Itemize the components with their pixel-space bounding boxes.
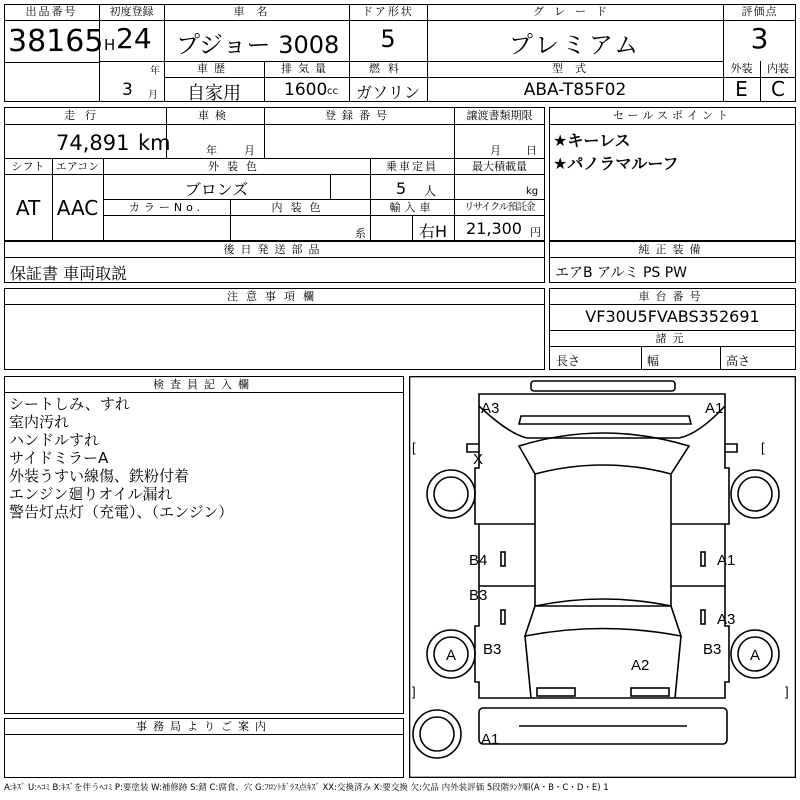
inspection-label: 車検 — [198, 109, 232, 122]
score-value: 3 — [750, 22, 769, 55]
int-color-label: 内装色 — [271, 201, 329, 214]
transfer-day-unit: 日 — [526, 144, 537, 157]
bracket-left-open: [ — [412, 440, 416, 455]
score-label: 評価点 — [741, 5, 778, 18]
displacement-value: 1600 — [284, 80, 328, 100]
office-notice-label: 事務局よりご案内 — [136, 720, 272, 733]
rear-window-shape — [525, 599, 681, 636]
sales-points-label: セールスポイント — [612, 109, 732, 122]
import-label: 輸入車 — [389, 201, 435, 214]
plate-label: 登録番号 — [325, 109, 393, 122]
reg-month-unit: 月 — [148, 90, 158, 101]
inspector-note: シートしみ、すれ — [9, 395, 130, 413]
interior-grade: C — [771, 77, 785, 101]
dims-label: 諸元 — [655, 332, 690, 345]
car-name-label: 車名 — [233, 5, 280, 18]
inspector-note: ハンドルすれ — [9, 431, 100, 449]
shift-value: AT — [15, 196, 41, 220]
inspector-note: 外装うすい線傷、鉄粉付着 — [9, 467, 190, 485]
later-items-label: 後日発送部品 — [223, 243, 326, 256]
interior-label: 内装 — [767, 62, 789, 75]
inspection-year-unit: 年 — [206, 144, 217, 157]
mark-a2: A2 — [631, 657, 650, 674]
bracket-right-open: [ — [761, 440, 765, 455]
reg-year: 24 — [116, 22, 152, 55]
max-load-label: 最大積載量 — [472, 160, 527, 173]
fuel-label: 燃料 — [369, 62, 407, 75]
mark-b3-lower-right: B3 — [703, 641, 722, 658]
mark-a1-bottom: A1 — [481, 731, 500, 748]
bracket-left-close: ] — [412, 684, 416, 699]
int-color-series: 系 — [355, 227, 366, 240]
mark-x: X — [473, 451, 484, 468]
legend-text: A:ｷｽﾞ U:ﾍｺﾐ B:ｷｽﾞを伴うﾍｺﾐ P:要塗装 W:補修跡 S:錆 C:腐食、穴 G:ﾌﾛﾝﾄｶﾞﾗｽ点ｷｽﾞ XX:交換済み X:要交換 欠:欠品 内外装評価 5段階ﾗﾝｸ順(A・B・C・D・E) 1 — [4, 783, 609, 793]
recycle-label: リサイクル預託金 — [464, 202, 535, 213]
inspector-note: サイドミラーA — [9, 449, 109, 467]
exterior-label: 外装 — [730, 62, 753, 75]
later-items-value: 保証書 車両取説 — [10, 264, 128, 283]
height-label: 高さ — [726, 354, 751, 368]
bracket-right-close: ] — [785, 684, 789, 699]
inspector-note: エンジン廻りオイル漏れ — [9, 485, 173, 503]
mark-b3-lower-left: B3 — [483, 641, 502, 658]
exterior-grade: E — [735, 77, 748, 101]
import-value: 右H — [418, 222, 448, 241]
lot-no-label: 出品番号 — [25, 5, 78, 18]
aircon-value: AAC — [56, 196, 99, 220]
windscreen-shape — [519, 433, 689, 474]
displacement-label: 排気量 — [281, 62, 332, 75]
roof-shape — [535, 474, 671, 606]
chassis-label: 車台番号 — [638, 290, 707, 303]
car-name: プジョー 3008 — [176, 31, 340, 59]
recycle-value: 21,300 — [466, 219, 522, 238]
width-label: 幅 — [647, 354, 660, 368]
mark-a1-right: A1 — [717, 552, 736, 569]
mark-a3-right: A3 — [717, 611, 736, 628]
aircon-label: エアコン — [55, 160, 100, 173]
reg-year-unit: 年 — [150, 66, 160, 77]
max-load-unit: kg — [526, 186, 539, 197]
mark-a-right: A — [750, 647, 761, 664]
grade-label: グレード — [533, 5, 617, 18]
mark-b4: B4 — [469, 552, 488, 569]
recycle-unit: 円 — [530, 226, 541, 239]
history-value: 自家用 — [187, 83, 241, 104]
reg-month: 3 — [122, 80, 133, 100]
mileage-label: 走行 — [64, 109, 106, 122]
inspector-note: 警告灯点灯（充電）、（エンジン） — [9, 503, 234, 521]
capacity-label: 乗車定員 — [386, 160, 438, 173]
ext-color-value: ブロンズ — [184, 180, 249, 199]
grade-value: プレミアム — [508, 31, 642, 59]
cc-unit: cc — [327, 86, 338, 97]
color-no-label: カラーNo. — [128, 201, 205, 214]
genuine-equip-label: 純正装備 — [638, 243, 707, 256]
mark-a3-top: A3 — [481, 400, 500, 417]
inspector-note: 室内汚れ — [9, 413, 70, 431]
model-code-label: 型式 — [552, 62, 598, 75]
fuel-value: ガソリン — [355, 83, 420, 102]
history-label: 車歴 — [197, 62, 231, 75]
notes-label: 注意事項欄 — [227, 290, 322, 303]
capacity-unit: 人 — [424, 184, 437, 198]
ext-color-label: 外装色 — [208, 160, 265, 173]
genuine-equip-value: エアB アルミ PS PW — [555, 265, 688, 281]
inspection-month-unit: 月 — [244, 144, 255, 157]
transfer-month-unit: 月 — [490, 144, 501, 157]
transfer-docs-label: 譲渡書類期限 — [466, 109, 533, 122]
car-damage-diagram — [409, 376, 796, 778]
door-count: 5 — [380, 25, 396, 53]
inspector-label: 検査員記入欄 — [153, 378, 255, 391]
mark-a1-top: A1 — [705, 400, 724, 417]
length-label: 長さ — [556, 354, 581, 368]
era-mark: H — [104, 36, 116, 54]
mileage-value: 74,891 — [56, 131, 130, 155]
sales-point-item: ★キーレス — [553, 131, 631, 150]
front-bumper-shape — [531, 381, 675, 391]
mark-a-left: A — [446, 647, 457, 664]
sales-point-item: ★パノラマルーフ — [553, 154, 679, 173]
shift-label: シフト — [11, 160, 45, 173]
mark-b3-left: B3 — [469, 587, 488, 604]
diagram-frame — [410, 377, 796, 778]
door-label: ドア形状 — [362, 5, 414, 18]
model-code-value: ABA-T85F02 — [523, 80, 627, 100]
chassis-number: VF30U5FVABS352691 — [585, 307, 760, 326]
first-reg-label: 初度登録 — [109, 5, 154, 18]
capacity-value: 5 — [396, 179, 407, 198]
lot-number: 38165 — [8, 24, 104, 59]
mileage-unit: km — [138, 131, 171, 155]
